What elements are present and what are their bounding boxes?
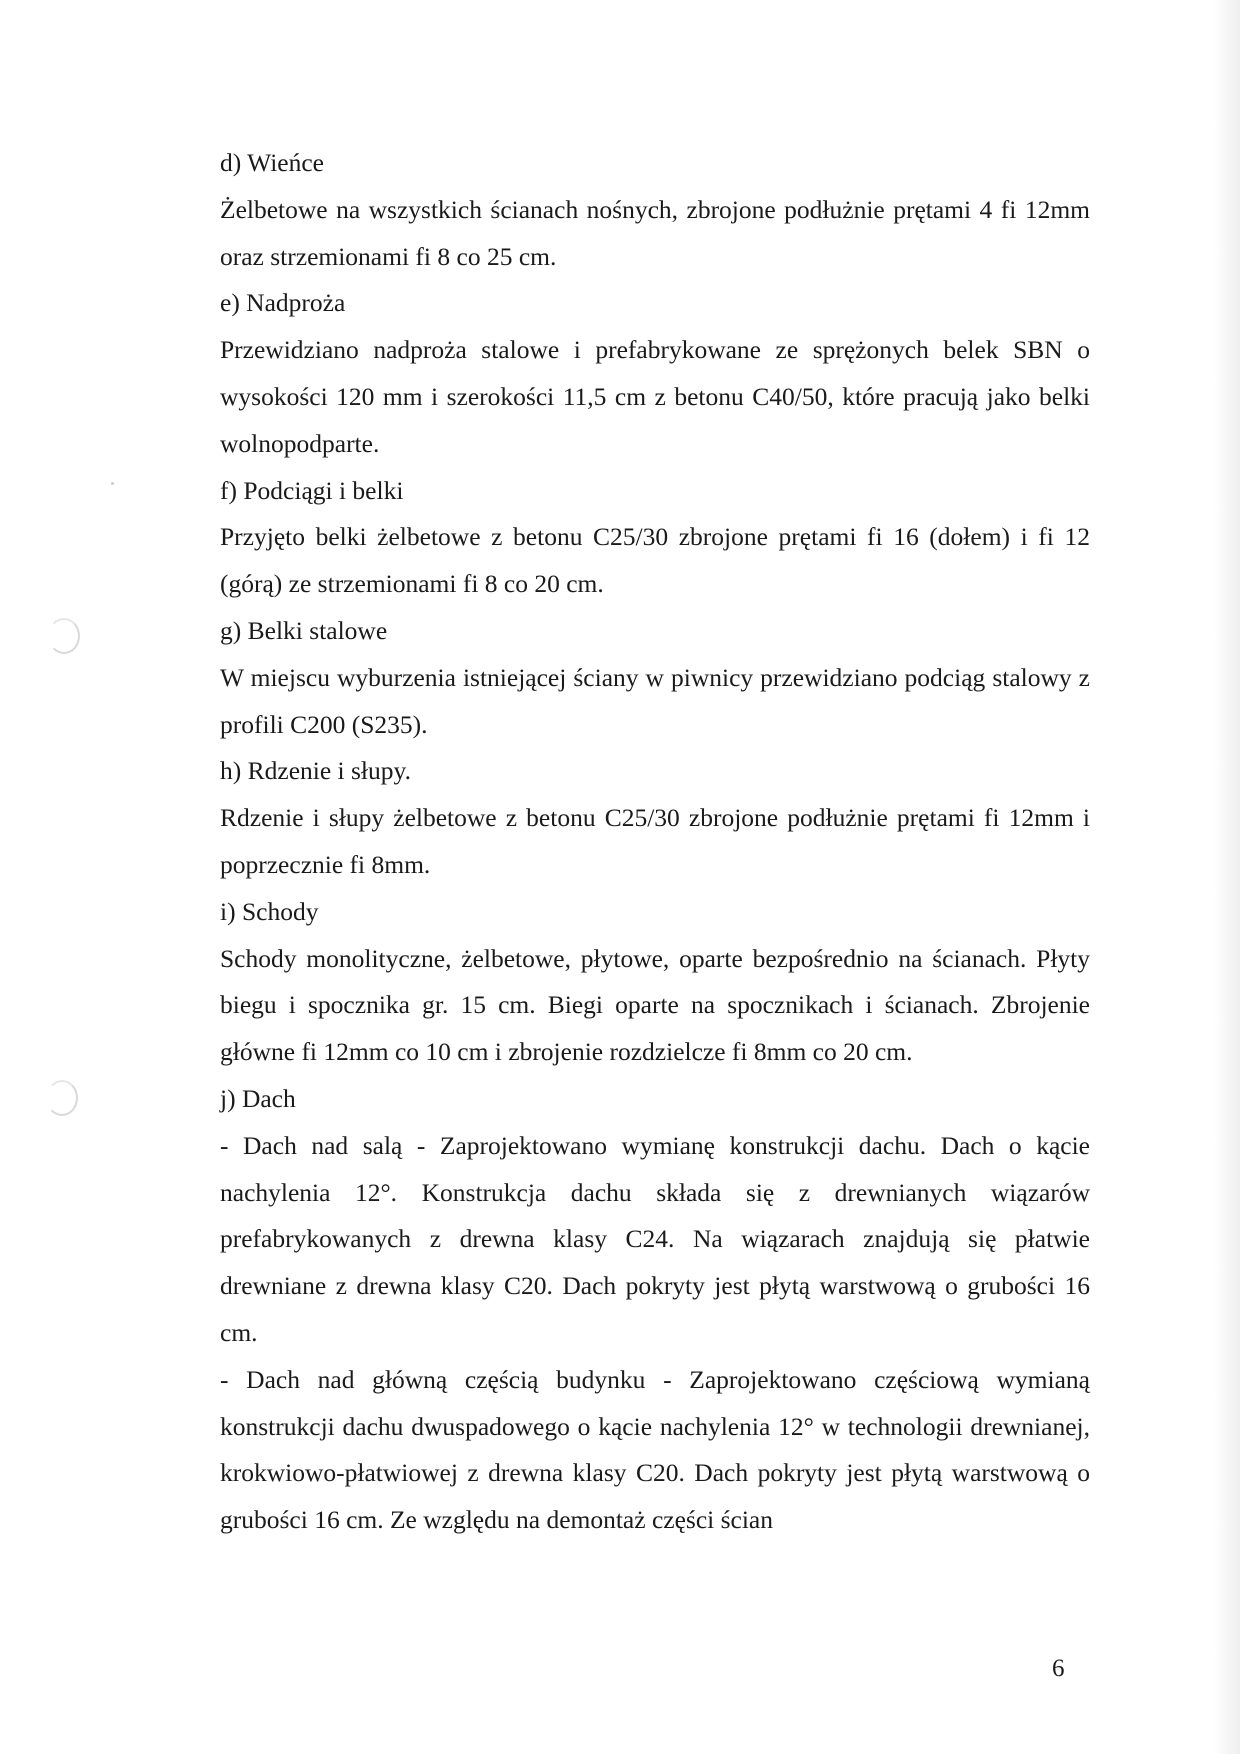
section-heading-rdzenie: h) Rdzenie i słupy. [220, 756, 411, 786]
section-heading-belki-stalowe: g) Belki stalowe [220, 615, 388, 645]
section-body-nadproza: Przewidziano nadproża stalowe i prefabrykowane ze sprężonych belek SBN o wysokości 120 mm i szerokości 11,5 cm z betonu C40/50, które pracują jako belki wolnopodparte. [220, 335, 1090, 458]
scan-speck [111, 482, 114, 485]
section-body-rdzenie: Rdzenie i słupy żelbetowe z betonu C25/30 zbrojone podłużnie prętami fi 12mm i poprzecznie fi 8mm. [220, 803, 1090, 879]
page-number: 6 [1052, 1655, 1065, 1682]
section-body-dach-glowna: - Dach nad główną częścią budynku - Zaprojektowano częściową wymianą konstrukcji dachu dwuspadowego o kącie nachylenia 12° w technologii drewnianej, krokwiowo-płatwiowej z drewna klasy C20. Dach pokryty jest płytą warstwową o grubości 16 cm. Ze względu na demontaż części ścian [220, 1364, 1090, 1535]
section-heading-wience: d) Wieńce [220, 148, 324, 177]
punch-hole-mark [48, 618, 80, 654]
section-body-podciagi: Przyjęto belki żelbetowe z betonu C25/30 zbrojone prętami fi 16 (dołem) i fi 12 (górą) ze strzemionami fi 8 co 20 cm. [220, 522, 1090, 599]
section-body-wience: Żelbetowe na wszystkich ścianach nośnych, zbrojone podłużnie prętami 4 fi 12mm oraz strzemionami fi 8 co 25 cm. [220, 194, 1090, 271]
section-heading-podciagi: f) Podciągi i belki [220, 475, 404, 505]
punch-hole-mark [46, 1080, 78, 1116]
section-body-dach-sala: - Dach nad salą - Zaprojektowano wymianę konstrukcji dachu. Dach o kącie nachylenia 12°. Konstrukcja dachu składa się z drewnianych wiązarów prefabrykowanych z drewna klasy C24. Na wiązarach znajdują się płatwie drewniane z drewna klasy C20. Dach pokryty jest płytą warstwową o grubości 16 cm. [220, 1130, 1090, 1347]
document-body [220, 140, 1090, 1544]
scan-edge-shadow [1214, 0, 1240, 1754]
section-heading-dach: j) Dach [220, 1083, 296, 1113]
section-heading-schody: i) Schody [220, 896, 319, 926]
section-body-schody: Schody monolityczne, żelbetowe, płytowe, oparte bezpośrednio na ścianach. Płyty biegu i spocznika gr. 15 cm. Biegi oparte na spocznikach i ścianach. Zbrojenie główne fi 12mm co 10 cm i zbrojenie rozdzielcze fi 8mm co 20 cm. [220, 943, 1090, 1067]
section-body-belki-stalowe: W miejscu wyburzenia istniejącej ściany w piwnicy przewidziano podciąg stalowy z profili C200 (S235). [220, 662, 1090, 739]
section-heading-nadproza: e) Nadproża [220, 288, 346, 318]
